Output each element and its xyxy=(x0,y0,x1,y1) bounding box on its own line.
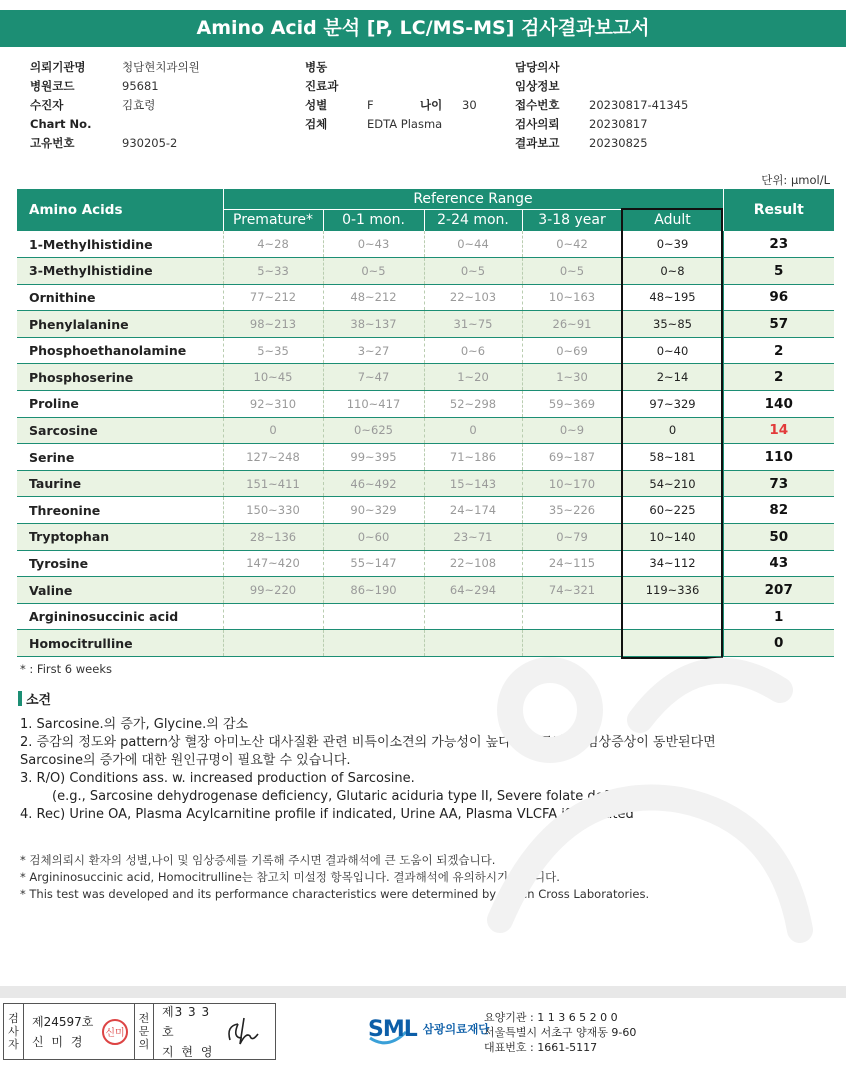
reference-range-adult: 60~225 xyxy=(622,497,723,524)
reference-range-m224: 71~186 xyxy=(424,444,522,471)
amino-acid-name: Proline xyxy=(17,391,223,418)
reference-range-adult: 58~181 xyxy=(622,444,723,471)
reference-range-m224: 0~6 xyxy=(424,337,522,364)
info-row xyxy=(515,133,688,152)
reference-range-adult: 0~39 xyxy=(622,231,723,258)
reference-range-adult: 0~8 xyxy=(622,258,723,285)
finding-line: 2. 증감의 정도와 pattern상 혈장 아미노산 대사질환 관련 비특이소견의 가능성이 높다고 사료되나, 임상증상이 동반된다면 xyxy=(20,735,716,750)
reference-range-adult: 54~210 xyxy=(622,470,723,497)
amino-acid-name: Tryptophan xyxy=(17,524,223,551)
table-row xyxy=(17,364,834,391)
info-label: 병원코드 xyxy=(30,78,75,93)
header-0-1-mon: 0-1 mon. xyxy=(323,209,424,231)
amino-acid-name: Phosphoethanolamine xyxy=(17,337,223,364)
reference-range-m01: 0~43 xyxy=(323,231,424,258)
info-value: 930205-2 xyxy=(122,135,178,150)
finding-line: (e.g., Sarcosine dehydrogenase deficiency, Glutaric aciduria type II, Severe folate deficiency, etc.) xyxy=(52,789,692,804)
reference-range-m01: 48~212 xyxy=(323,284,424,311)
info-value: 95681 xyxy=(122,78,159,93)
info-row xyxy=(305,57,442,76)
header-2-24-mon: 2-24 mon. xyxy=(424,209,522,231)
reference-range-m01: 0~5 xyxy=(323,258,424,285)
findings-title-text: 소견 xyxy=(26,693,52,708)
info-value: 청담현치과의원 xyxy=(122,59,200,74)
info-row xyxy=(30,95,200,114)
table-row xyxy=(17,284,834,311)
finding-line: 3. R/O) Conditions ass. w. increased production of Sarcosine. xyxy=(20,771,415,786)
result-value: 1 xyxy=(723,603,834,630)
reference-range-premature: 147~420 xyxy=(223,550,323,577)
reference-range-m01: 46~492 xyxy=(323,470,424,497)
info-label: 고유번호 xyxy=(30,135,75,150)
reference-range-premature: 4~28 xyxy=(223,231,323,258)
info-value: 20230817-41345 xyxy=(589,97,689,112)
info-value: F xyxy=(367,97,374,112)
result-value: 96 xyxy=(723,284,834,311)
reference-range-premature: 99~220 xyxy=(223,577,323,604)
info-row xyxy=(305,76,442,95)
tester-info xyxy=(24,1004,96,1059)
reference-range-premature xyxy=(223,603,323,630)
tester-label-char: 사 xyxy=(8,1025,19,1038)
reference-range-premature: 5~35 xyxy=(223,337,323,364)
info-label: 담당의사 xyxy=(515,59,560,74)
report-notes xyxy=(20,852,649,903)
info-label: 검사의뢰 xyxy=(515,116,560,131)
reference-range-adult: 0 xyxy=(622,417,723,444)
info-label: 임상정보 xyxy=(515,78,560,93)
contact-line: 요양기관 : 1 1 3 6 5 2 0 0 xyxy=(484,1011,618,1024)
info-label: 검체 xyxy=(305,116,328,131)
sml-org-name: 삼광의료재단 xyxy=(422,1022,490,1036)
reference-range-m224 xyxy=(424,603,522,630)
reference-range-adult: 34~112 xyxy=(622,550,723,577)
amino-acid-name: Homocitrulline xyxy=(17,630,223,657)
doctor-label-char: 문 xyxy=(138,1025,150,1038)
info-row xyxy=(30,76,200,95)
result-value: 140 xyxy=(723,391,834,418)
reference-range-y318: 10~163 xyxy=(522,284,622,311)
result-value: 73 xyxy=(723,470,834,497)
doctor-signature-icon xyxy=(224,1012,264,1052)
info-value: 20230825 xyxy=(589,135,648,150)
result-value: 2 xyxy=(723,337,834,364)
reference-range-adult xyxy=(622,630,723,657)
result-value: 110 xyxy=(723,444,834,471)
doctor-label xyxy=(134,1004,154,1059)
reference-range-m01: 99~395 xyxy=(323,444,424,471)
table-row xyxy=(17,577,834,604)
reference-range-y318 xyxy=(522,603,622,630)
table-row xyxy=(17,497,834,524)
info-row xyxy=(30,114,200,133)
finding-line: 1. Sarcosine.의 증가, Glycine.의 감소 xyxy=(20,717,249,732)
finding-line: Sarcosine의 증가에 대한 원인규명이 필요할 수 있습니다. xyxy=(20,753,351,768)
findings-text xyxy=(20,716,716,824)
finding-line: 4. Rec) Urine OA, Plasma Acylcarnitine profile if indicated, Urine AA, Plasma VLCFA if indicated xyxy=(20,807,634,822)
header-result: Result xyxy=(723,189,834,231)
sml-logo xyxy=(366,1012,489,1046)
result-value: 50 xyxy=(723,524,834,551)
reference-range-adult: 97~329 xyxy=(622,391,723,418)
reference-range-m01: 0~60 xyxy=(323,524,424,551)
reference-range-y318: 59~369 xyxy=(522,391,622,418)
reference-range-y318: 1~30 xyxy=(522,364,622,391)
tester-stamp: 신미 xyxy=(102,1019,128,1045)
reference-range-m01: 0~625 xyxy=(323,417,424,444)
amino-acid-name: Phosphoserine xyxy=(17,364,223,391)
reference-range-y318: 0~42 xyxy=(522,231,622,258)
reference-range-premature: 127~248 xyxy=(223,444,323,471)
table-row xyxy=(17,444,834,471)
reference-range-premature: 151~411 xyxy=(223,470,323,497)
reference-range-premature: 150~330 xyxy=(223,497,323,524)
doctor-label-char: 의 xyxy=(138,1038,150,1051)
reference-range-premature: 10~45 xyxy=(223,364,323,391)
result-value: 43 xyxy=(723,550,834,577)
reference-range-m01: 38~137 xyxy=(323,311,424,338)
contact-line: 서울특별시 서초구 양재동 9-60 xyxy=(484,1026,637,1039)
age-label: 나이 xyxy=(420,97,443,112)
info-value: EDTA Plasma xyxy=(367,116,443,131)
table-row xyxy=(17,258,834,285)
amino-acid-name: Taurine xyxy=(17,470,223,497)
amino-acid-name: Threonine xyxy=(17,497,223,524)
reference-range-premature: 92~310 xyxy=(223,391,323,418)
tester-name: 신 미 경 xyxy=(32,1034,85,1049)
reference-range-m01: 90~329 xyxy=(323,497,424,524)
reference-range-m224: 15~143 xyxy=(424,470,522,497)
reference-range-premature: 0 xyxy=(223,417,323,444)
reference-range-m224: 22~108 xyxy=(424,550,522,577)
reference-range-m224: 0~5 xyxy=(424,258,522,285)
footer-divider xyxy=(0,986,846,998)
reference-range-y318: 26~91 xyxy=(522,311,622,338)
reference-range-y318: 69~187 xyxy=(522,444,622,471)
info-column-3 xyxy=(515,57,688,152)
reference-range-y318: 35~226 xyxy=(522,497,622,524)
sml-logo-text: SML xyxy=(368,1016,417,1042)
reference-range-m01: 86~190 xyxy=(323,577,424,604)
reference-range-premature xyxy=(223,630,323,657)
info-label: 진료과 xyxy=(305,78,339,93)
unit-label: 단위: μmol/L xyxy=(761,173,830,187)
doctor-license-no: 제3 3 3 호 xyxy=(162,1004,211,1039)
table-row xyxy=(17,417,834,444)
header-3-18-year: 3-18 year xyxy=(522,209,622,231)
table-row xyxy=(17,311,834,338)
table-row xyxy=(17,391,834,418)
tester-label-char: 검 xyxy=(8,1012,19,1025)
reference-range-m224: 22~103 xyxy=(424,284,522,311)
info-value: 김효령 xyxy=(122,97,156,112)
result-value: 0 xyxy=(723,630,834,657)
table-row xyxy=(17,231,834,258)
amino-acid-table xyxy=(17,189,834,657)
reference-range-m224: 31~75 xyxy=(424,311,522,338)
table-row xyxy=(17,524,834,551)
reference-range-m01: 55~147 xyxy=(323,550,424,577)
reference-range-m224: 0~44 xyxy=(424,231,522,258)
age-value: 30 xyxy=(462,97,477,112)
reference-range-m01 xyxy=(323,603,424,630)
amino-acid-name: Argininosuccinic acid xyxy=(17,603,223,630)
report-title: Amino Acid 분석 [P, LC/MS-MS] 검사결과보고서 xyxy=(0,10,846,47)
reference-range-adult: 0~40 xyxy=(622,337,723,364)
result-value: 207 xyxy=(723,577,834,604)
tester-label xyxy=(4,1004,24,1059)
reference-range-m224: 24~174 xyxy=(424,497,522,524)
info-row xyxy=(30,57,200,76)
amino-acid-name: Serine xyxy=(17,444,223,471)
findings-title xyxy=(18,689,51,708)
reference-range-adult: 119~336 xyxy=(622,577,723,604)
table-row xyxy=(17,337,834,364)
reference-range-y318 xyxy=(522,630,622,657)
result-value: 23 xyxy=(723,231,834,258)
result-value: 14 xyxy=(723,417,834,444)
note-line: * Argininosuccinic acid, Homocitrulline는 참고치 미설정 항목입니다. 결과해석에 유의하시기 바랍니다. xyxy=(20,870,560,884)
reference-range-adult: 10~140 xyxy=(622,524,723,551)
reference-range-y318: 0~9 xyxy=(522,417,622,444)
amino-acid-name: Phenylalanine xyxy=(17,311,223,338)
signature-box xyxy=(3,1003,276,1060)
reference-range-m224 xyxy=(424,630,522,657)
section-marker xyxy=(18,691,22,706)
doctor-label-char: 전 xyxy=(138,1012,150,1025)
table-row xyxy=(17,550,834,577)
contact-line: 대표번호 : 1661-5117 xyxy=(484,1041,598,1054)
reference-range-y318: 0~5 xyxy=(522,258,622,285)
reference-range-m01: 3~27 xyxy=(323,337,424,364)
amino-acid-name: Ornithine xyxy=(17,284,223,311)
reference-range-m01: 7~47 xyxy=(323,364,424,391)
info-value: 20230817 xyxy=(589,116,648,131)
info-row xyxy=(30,133,200,152)
info-row xyxy=(515,76,688,95)
amino-acid-name: 3-Methylhistidine xyxy=(17,258,223,285)
reference-range-premature: 77~212 xyxy=(223,284,323,311)
tester-license-no: 제24597호 xyxy=(32,1014,94,1029)
reference-range-adult: 2~14 xyxy=(622,364,723,391)
reference-range-m224: 23~71 xyxy=(424,524,522,551)
reference-range-adult: 48~195 xyxy=(622,284,723,311)
amino-acid-name: Valine xyxy=(17,577,223,604)
reference-range-premature: 5~33 xyxy=(223,258,323,285)
info-row xyxy=(305,114,442,133)
reference-range-m01: 110~417 xyxy=(323,391,424,418)
note-line: * This test was developed and its performance characteristics were determined by Green Cross Laboratories. xyxy=(20,887,650,901)
info-label: 결과보고 xyxy=(515,135,560,150)
reference-range-y318: 74~321 xyxy=(522,577,622,604)
table-row xyxy=(17,470,834,497)
info-row xyxy=(515,57,688,76)
reference-range-premature: 98~213 xyxy=(223,311,323,338)
info-label: 수진자 xyxy=(30,97,64,112)
contact-info xyxy=(484,1010,636,1055)
reference-range-m224: 52~298 xyxy=(424,391,522,418)
header-adult: Adult xyxy=(622,209,723,231)
reference-range-m224: 64~294 xyxy=(424,577,522,604)
age-field xyxy=(420,95,477,114)
info-label: Chart No. xyxy=(30,116,92,131)
header-amino-acids: Amino Acids xyxy=(17,189,223,231)
info-label: 병동 xyxy=(305,59,328,74)
reference-range-adult xyxy=(622,603,723,630)
premature-footnote: * : First 6 weeks xyxy=(20,662,112,676)
reference-range-y318: 0~69 xyxy=(522,337,622,364)
amino-acid-name: Tyrosine xyxy=(17,550,223,577)
info-column-1 xyxy=(30,57,200,152)
reference-range-adult: 35~85 xyxy=(622,311,723,338)
result-value: 82 xyxy=(723,497,834,524)
result-value: 2 xyxy=(723,364,834,391)
doctor-name: 지 현 영 xyxy=(162,1044,215,1059)
header-reference-range: Reference Range xyxy=(223,189,723,209)
info-label: 접수번호 xyxy=(515,97,560,112)
doctor-info xyxy=(154,1004,224,1059)
reference-range-y318: 24~115 xyxy=(522,550,622,577)
amino-acid-name: Sarcosine xyxy=(17,417,223,444)
reference-range-m01 xyxy=(323,630,424,657)
tester-label-char: 자 xyxy=(8,1038,19,1051)
result-value: 5 xyxy=(723,258,834,285)
info-label: 의뢰기관명 xyxy=(30,59,86,74)
note-line: * 검체의뢰시 환자의 성별,나이 및 임상증세를 기록해 주시면 결과해석에 큰 도움이 되겠습니다. xyxy=(20,853,496,867)
result-value: 57 xyxy=(723,311,834,338)
reference-range-m224: 1~20 xyxy=(424,364,522,391)
reference-range-premature: 28~136 xyxy=(223,524,323,551)
reference-range-m224: 0 xyxy=(424,417,522,444)
amino-acid-name: 1-Methylhistidine xyxy=(17,231,223,258)
table-row xyxy=(17,630,834,657)
info-row xyxy=(515,114,688,133)
table-row xyxy=(17,603,834,630)
header-premature: Premature* xyxy=(223,209,323,231)
reference-range-y318: 0~79 xyxy=(522,524,622,551)
reference-range-y318: 10~170 xyxy=(522,470,622,497)
info-label: 성별 xyxy=(305,97,328,112)
info-row xyxy=(515,95,688,114)
